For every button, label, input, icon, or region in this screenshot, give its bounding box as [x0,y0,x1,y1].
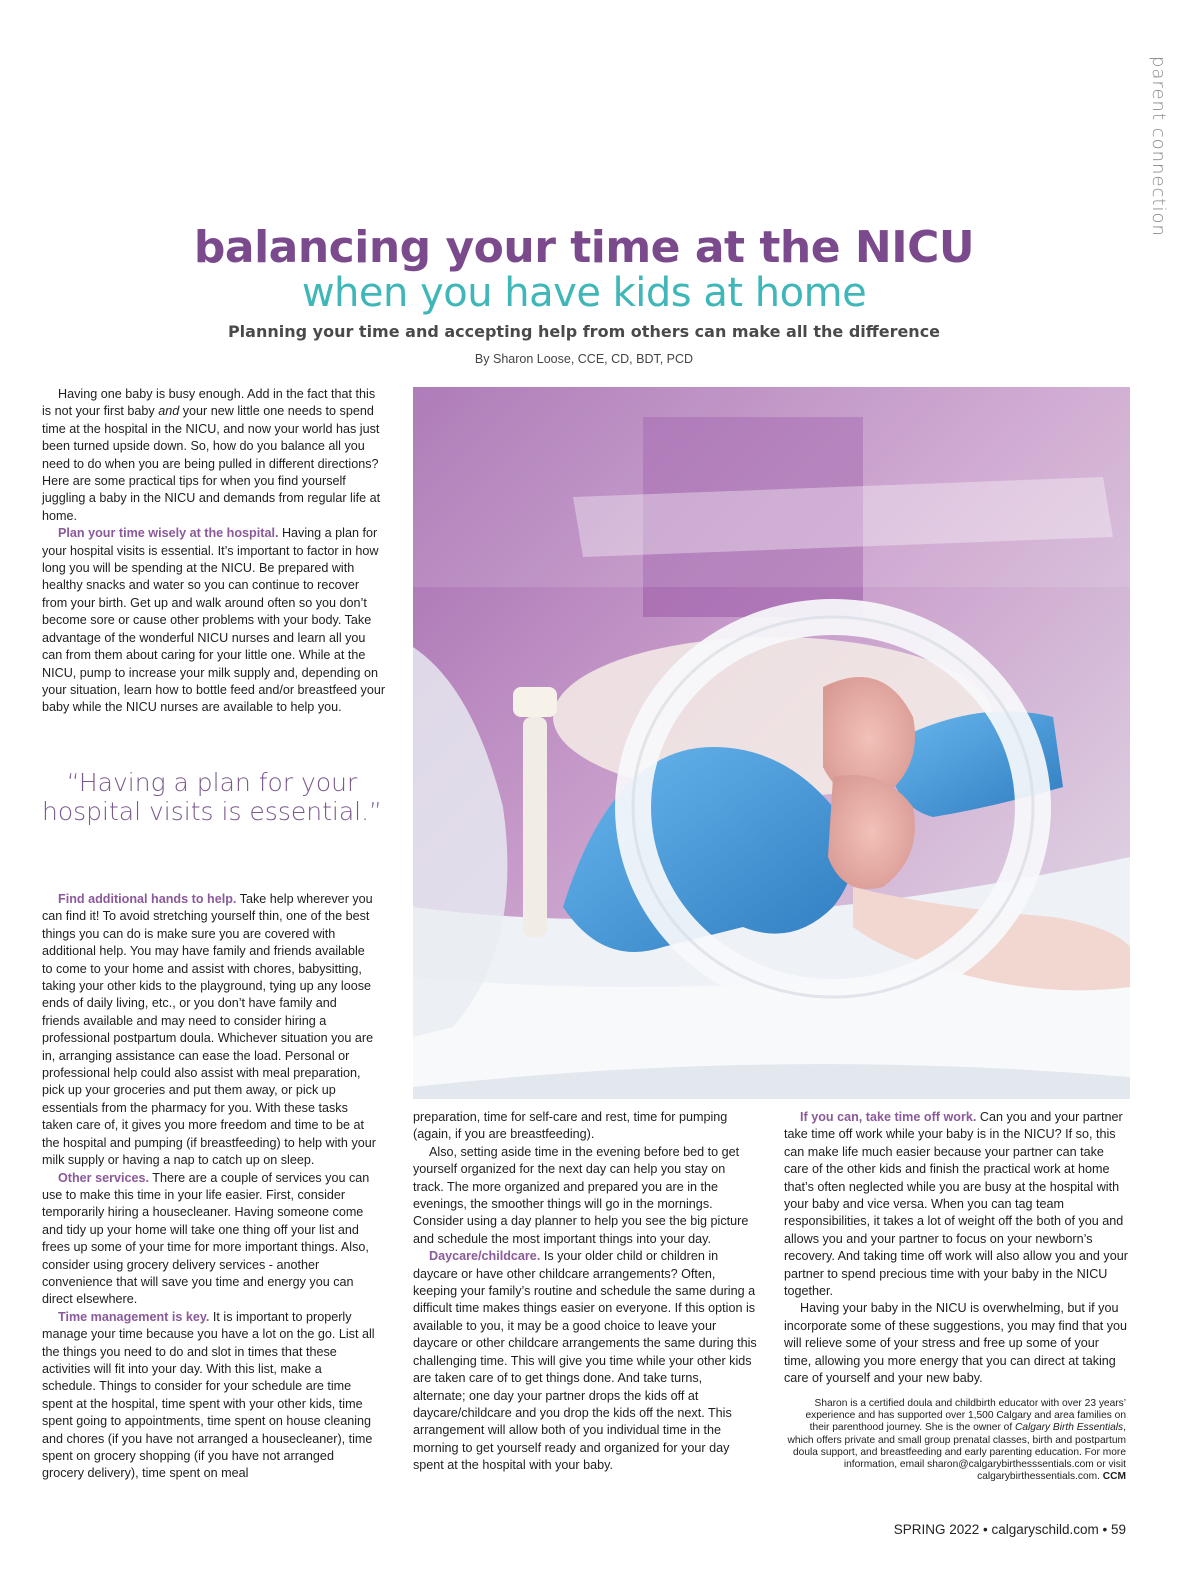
article-deck: Planning your time and accepting help from others can make all the difference [227,322,941,341]
hands-lead: Find additional hands to help. [58,892,237,906]
pull-quote: “Having a plan for your hospital visits is essential.” [42,768,382,826]
time-paragraph: Time management is key. It is important to properly manage your time because you have a lot on the go. List all the things you need to do and slot in times that these activities will fit into your day. With this list, make a schedule. Things to consider for your schedule are time spent at the hospital, time spent with your other kids, time spent going to appointments, time spent on house cleaning and chores (if you have not arranged a housecleaner), time spent on grocery shopping (if you have not arranged grocery delivery), time spent on meal [42,1309,375,1481]
column-1-bottom [42,891,378,1483]
daycare-paragraph: Daycare/childcare. Is your older child or children in daycare or have other childcare arrangements? Often, keeping your family’s routine and schedule the same during a difficult time makes things easier on everyone. If this option is available to you, it may be a good choice to leave your daycare or other childcare arrangements the same during this challenging time. This will give you time while your other kids are taken care of to get things done. And take turns, alternate; one day your partner drops the kids off at daycare/childcare and you drop the kids off the next. This arrangement will allow both of you individual time in the morning to get yourself ready and organized for your day spent at the hospital with your baby. [413,1249,757,1473]
column-1-top [42,386,386,717]
end-mark: CCM [1102,1471,1126,1483]
evening-paragraph: Also, setting aside time in the evening before bed to get yourself organized for the next day can help you stay on track. The more organized and prepared you are in the evenings, the smoother things will go in the mornings. Consider using a day planner to help you see the big picture and schedule the most important things into your day. [413,1144,749,1246]
author-bio: Sharon is a certified doula and childbirth educator with over 23 years’ experience and has supported over 1,500 Calgary and area families on their parenthood journey. She is the owner of Calgary Birth Essentials, which offers private and small group prenatal classes, birth and postpartum doula support, and breastfeeding and early parenting education. For more information, email sharon@calgarybirthesssentials.com or visit calgarybirthessentials.com. CCM [787,1398,1126,1483]
continued-paragraph: preparation, time for self-care and rest, time for pumping (again, if you are breastfeeding). [413,1110,728,1142]
page-footer: SPRING 2022 • calgaryschild.com • 59 [893,1522,1126,1537]
hands-paragraph: Find additional hands to help. Take help wherever you can find it! To avoid stretching yourself thin, one of the best things you can do is make sure you are covered with additional help. You may have family and friends available to come to your home and assist with chores, babysitting, taking your other kids to the playground, tying up any loose ends of daily living, etc., or you don’t have family and friends available and may need to consider hiring a professional postpartum doula. Whichever situation you are in, arranging assistance can ease the load. Personal or professional help could also assist with meal preparation, pick up your groceries and put them away, or pick up essentials from the pharmacy for you. With these tasks taken care of, it gives you more freedom and time to be at the hospital and pumping (if breastfeeding) to help with your milk supply or having a nap to catch up on sleep. [42,892,376,1168]
byline: By Sharon Loose, CCE, CD, BDT, PCD [474,352,694,366]
closing-paragraph: Having your baby in the NICU is overwhelming, but if you incorporate some of these suggestions, you may find that you will relieve some of your stress and free up some of your time, allowing you more energy that you can direct at taking care of yourself and your new baby. [784,1301,1128,1386]
services-paragraph: Other services. There are a couple of services you can use to make this time in your life easier. First, consider temporarily hiring a housecleaner. Having someone come and tidy up your home will take one thing off your list and frees up some of your time for more important things. Also, consider using grocery delivery services - another convenience that will save you time and energy you can direct elsewhere. [42,1170,370,1307]
services-lead: Other services. [58,1170,150,1185]
column-3 [784,1109,1128,1388]
article-title: balancing your time at the NICU [193,222,975,273]
article-subtitle: when you have kids at home [301,270,867,316]
nicu-photo [413,387,1130,1099]
plan-paragraph: Plan your time wisely at the hospital. Having a plan for your hospital visits is essential. It’s important to factor in how long you will be spending at the NICU. Be prepared with healthy snacks and water so you can continue to recover from your birth. Get up and walk around often so you don’t become sore or cause other problems with your body. Take advantage of the wonderful NICU nurses and learn all you can from them about caring for your little one. While at the NICU, pump to increase your milk supply and, depending on your situation, learn how to bottle feed and/or breastfeed your baby while the NICU nurses are available to help you. [42,526,386,715]
intro-paragraph: Having one baby is busy enough. Add in the fact that this is not your first baby and your new little one needs to spend time at the hospital in the NICU, and now your world has just been turned upside down. So, how do you balance all you need to do when you are being pulled in different directions? Here are some practical tips for when you find yourself juggling a baby in the NICU and demands from regular life at home. [42,387,381,523]
work-paragraph: If you can, take time off work. Can you and your partner take time off work while your baby is in the NICU? If so, this can make life much easier because your partner can take care of the other kids and finish the practical work at home that’s often neglected while you are busy at the hospital with your baby and vice versa. When you can tag team responsibilities, it takes a lot of weight off the both of you and allows you and your partner to focus on your newborn’s recovery. And taking time off work will also allow you and your partner to spend precious time with your baby in the NICU together. [784,1110,1128,1299]
daycare-lead: Daycare/childcare. [429,1249,541,1264]
time-lead: Time management is key. [58,1309,210,1324]
plan-lead: Plan your time wisely at the hospital. [58,526,279,541]
work-lead: If you can, take time off work. [800,1110,977,1124]
section-label: parent connection [1148,56,1169,237]
column-2 [413,1109,757,1475]
